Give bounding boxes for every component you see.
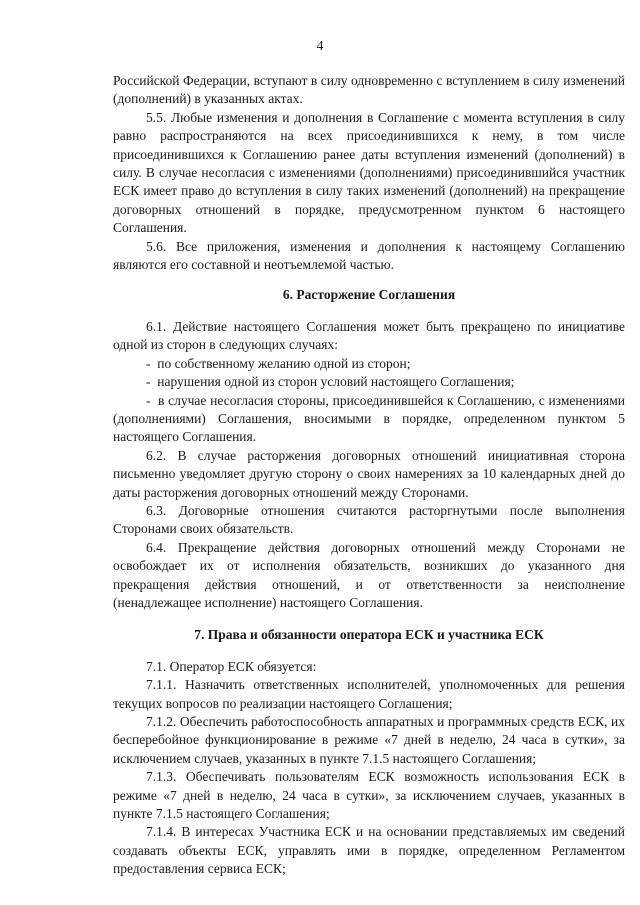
paragraph-6-3: 6.3. Договорные отношения считаются расторгнутыми после выполнения Сторонами своих обязательств.	[113, 502, 625, 537]
paragraph-5-5: 5.5. Любые изменения и дополнения в Соглашение с момента вступления в силу равно распространяются на всех присоединившихся к нему, в том числе присоединившихся к Соглашению ранее даты вступления изменений (дополнений) в силу. В случае несогласия с изменениями (дополнениями) присоединившийся участник ЕСК имеет право до вступления в силу таких изменений (дополнений) на прекращение договорных отношений в порядке, предусмотренном пунктом 6 настоящего Соглашения.	[113, 109, 625, 236]
paragraph-6-1: 6.1. Действие настоящего Соглашения может быть прекращено по инициативе одной из сторон в следующих случаях:	[113, 318, 625, 353]
paragraph-7-1-2: 7.1.2. Обеспечить работоспособность аппаратных и программных средств ЕСК, их бесперебойное функционирование в режиме «7 дней в неделю, 24 часа в сутки», за исключением случаев, указанных в пункте 7.1.5 настоящего Соглашения;	[113, 714, 625, 766]
document-body	[113, 72, 625, 879]
section-7-heading: 7. Права и обязанности оператора ЕСК и участника ЕСК	[194, 627, 544, 643]
paragraph-7-1-1: 7.1.1. Назначить ответственных исполнителей, уполномоченных для решения текущих вопросов по реализации настоящего Соглашения;	[113, 677, 625, 711]
paragraph-7-1-4: 7.1.4. В интересах Участника ЕСК и на основании представляемых им сведений создавать объекты ЕСК, управлять ими в порядке, определенном Регламентом предоставления сервиса ЕСК;	[113, 824, 625, 877]
section-6-heading: 6. Расторжение Соглашения	[282, 287, 456, 303]
page-number: 4	[316, 38, 324, 53]
paragraph-5-6: 5.6. Все приложения, изменения и дополнения к настоящему Соглашению являются его составной и неотъемлемой частью.	[113, 238, 625, 273]
list-item: - по собственному желанию одной из сторон;	[113, 355, 625, 373]
list-item: - в случае несогласия стороны, присоединившейся к Соглашению, с изменениями (дополнениями) Соглашения, вносимыми в порядке, определенном пунктом 5 настоящего Соглашения.	[113, 392, 625, 447]
paragraph-7-1: 7.1. Оператор ЕСК обязуется:	[146, 658, 317, 674]
paragraph-5-4-end: Российской Федерации, вступают в силу одновременно с вступлением в силу изменений (дополнений) в указанных актах.	[113, 73, 625, 107]
list-item: - нарушения одной из сторон условий настоящего Соглашения;	[113, 373, 625, 391]
paragraph-7-1-3: 7.1.3. Обеспечивать пользователям ЕСК возможность использования ЕСК в режиме «7 дней в неделю, 24 часа в сутки», за исключением случаев, указанных в пункте 7.1.5 настоящего Соглашения;	[113, 769, 625, 822]
paragraph-6-4: 6.4. Прекращение действия договорных отношений между Сторонами не освобождает их от исполнения обязательств, возникших до указанного дня прекращения действия отношений, и от ответственности за неисполнение (ненадлежащее исполнение) настоящего Соглашения.	[113, 539, 625, 610]
paragraph-6-2: 6.2. В случае расторжения договорных отношений инициативная сторона письменно уведомляет другую сторону о своих намерениях за 10 календарных дней до даты расторжения договорных отношений между Сторонами.	[113, 447, 625, 500]
